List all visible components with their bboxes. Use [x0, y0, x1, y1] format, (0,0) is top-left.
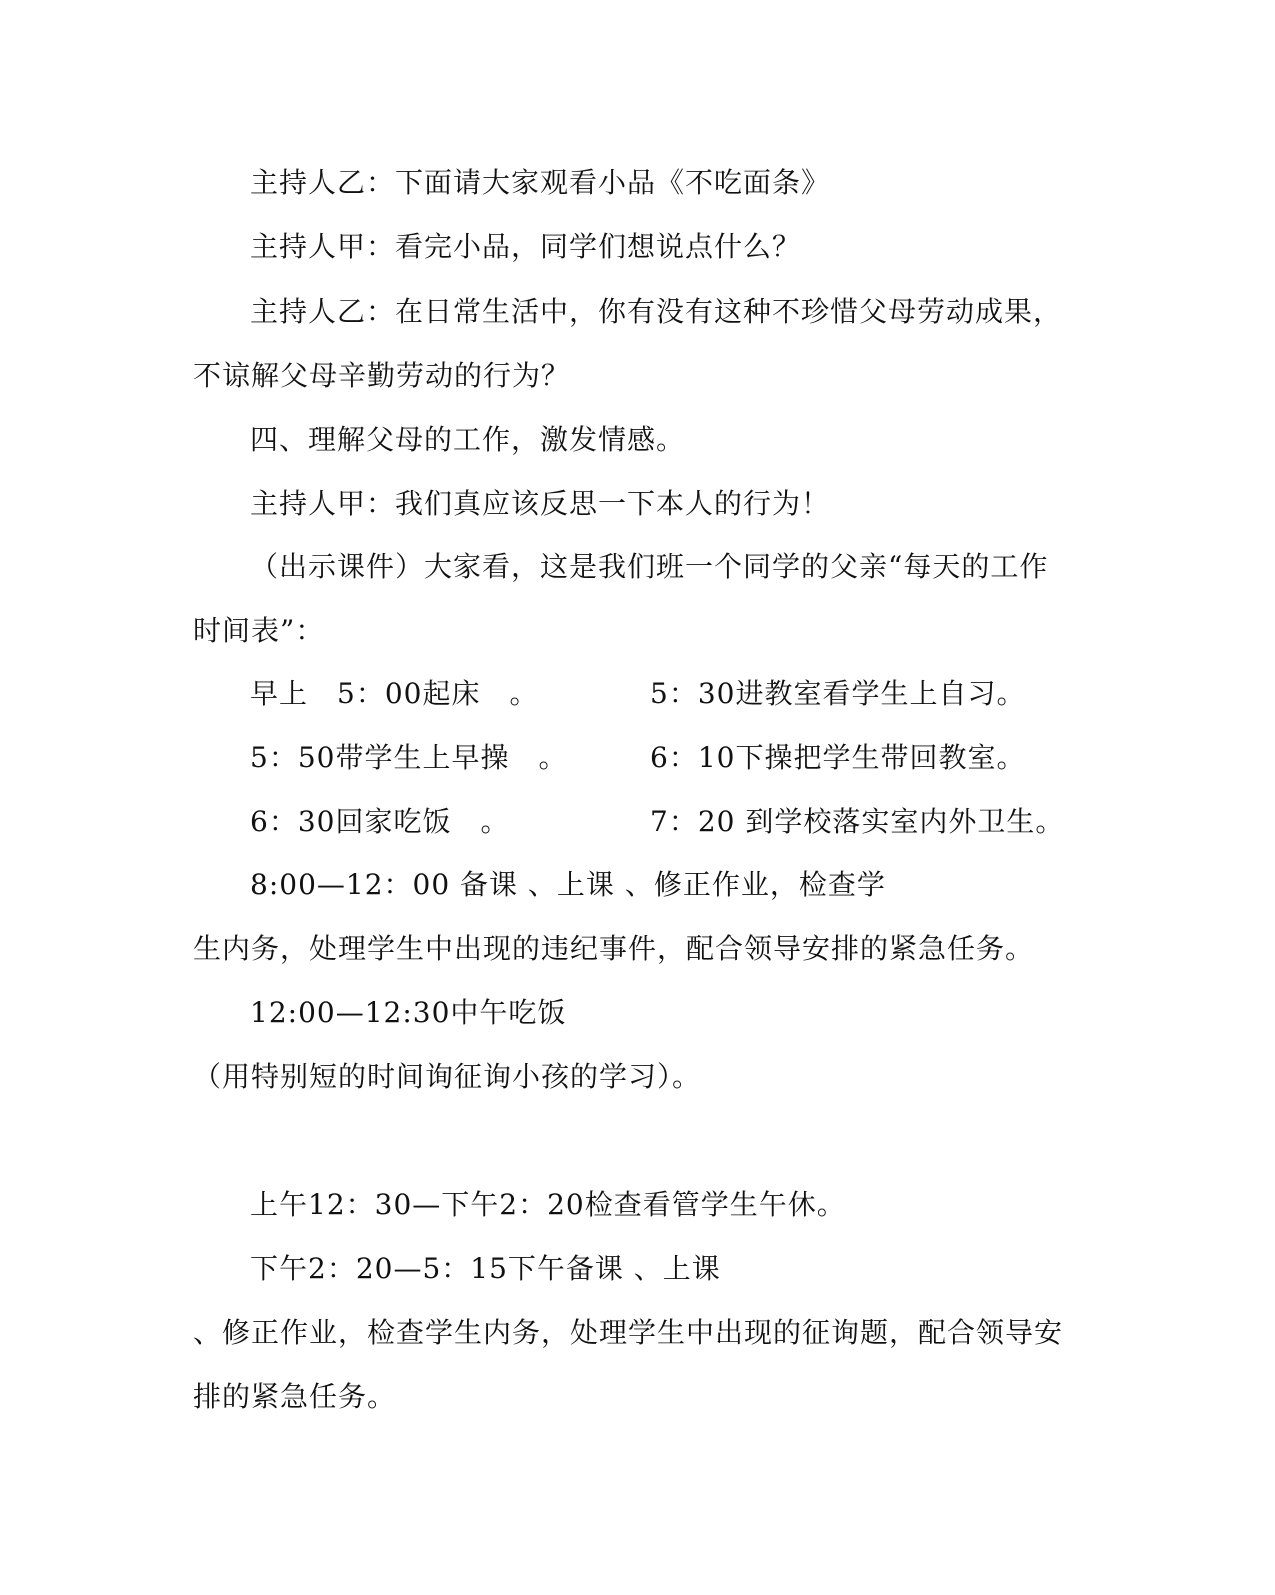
paragraph-courseware-cont: 时间表”： — [193, 614, 325, 647]
paragraph-host-b-daily-life: 主持人乙：在日常生活中，你有没有这种不珍惜父母劳动成果， — [250, 295, 1063, 328]
schedule-lunch: 12:00—12:30中午吃饭 — [250, 996, 567, 1029]
paragraph-courseware: （出示课件）大家看，这是我们班一个同学的父亲“每天的工作 — [250, 550, 1049, 583]
paragraph-host-a-question: 主持人甲：看完小品，同学们想说点什么？ — [250, 230, 802, 263]
schedule-lunch-note: （用特别短的时间询征询小孩的学习）。 — [193, 1060, 702, 1093]
schedule-item: 5：50带学生上早操 。 — [250, 741, 568, 774]
schedule-afternoon-work-cont: 、修正作业，检查学生内务，处理学生中出现的征询题，配合领导安 — [193, 1316, 1064, 1349]
schedule-item: 7：20 到学校落实室内外卫生。 — [650, 805, 1065, 838]
section-heading-four: 四、理解父母的工作，激发情感。 — [250, 423, 686, 456]
schedule-item: 6：30回家吃饭 。 — [250, 805, 510, 838]
schedule-item: 5：30进教室看学生上自习。 — [650, 677, 1026, 710]
paragraph-host-b-sketch: 主持人乙：下面请大家观看小品《不吃面条》 — [250, 166, 831, 199]
schedule-morning-work-cont: 生内务，处理学生中出现的违纪事件，配合领导安排的紧急任务。 — [193, 932, 1035, 965]
paragraph-host-b-daily-life-cont: 不谅解父母辛勤劳动的行为？ — [193, 359, 571, 392]
schedule-item: 早上 5：00起床 。 — [250, 677, 539, 710]
schedule-item: 6：10下操把学生带回教室。 — [650, 741, 1026, 774]
schedule-morning-work: 8:00—12：00 备课 、上课 、修正作业，检查学 — [250, 868, 886, 901]
schedule-nap-supervision: 上午12：30—下午2：20检查看管学生午休。 — [250, 1188, 846, 1221]
paragraph-host-a-reflect: 主持人甲：我们真应该反思一下本人的行为！ — [250, 487, 831, 520]
schedule-afternoon-work: 下午2：20—5：15下午备课 、上课 — [250, 1252, 721, 1285]
schedule-afternoon-work-end: 排的紧急任务。 — [193, 1380, 397, 1413]
